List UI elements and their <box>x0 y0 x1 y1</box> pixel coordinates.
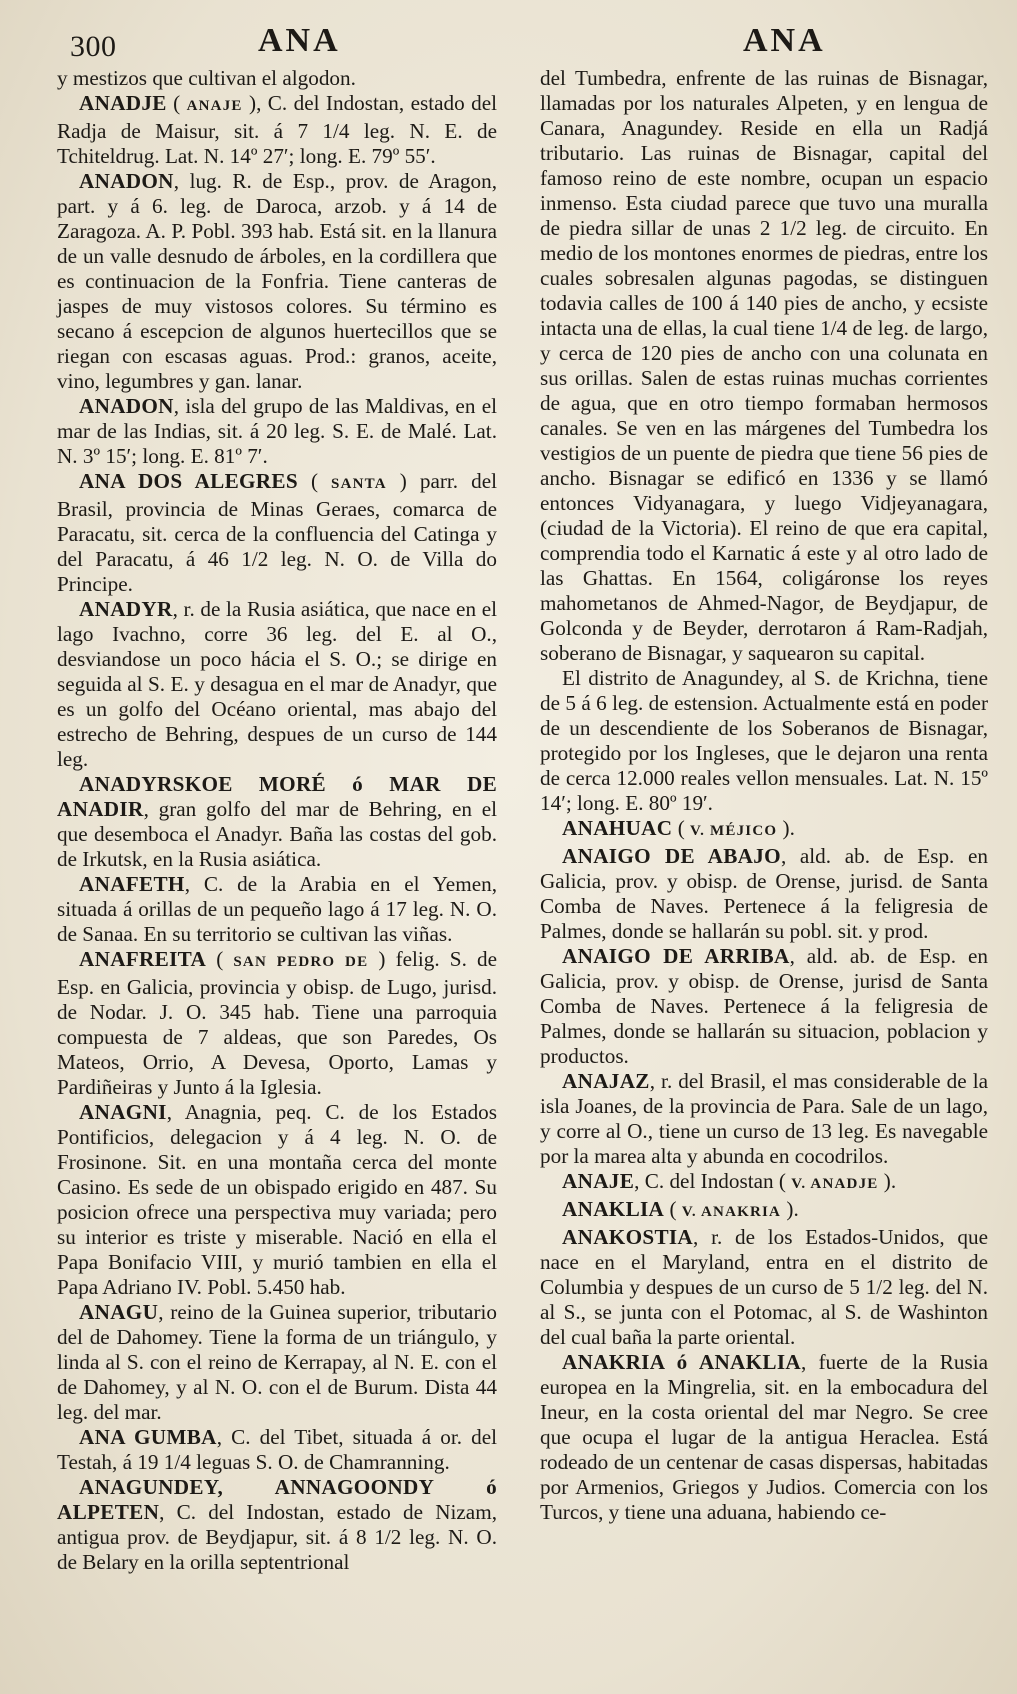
entry-reference: V. ANAKRIA <box>681 1204 782 1220</box>
entry-headword: ANAJE <box>562 1169 635 1193</box>
dictionary-entry <box>540 944 988 1069</box>
dictionary-entry: ANAKLIA ( V. ANAKRIA ). <box>562 1197 799 1221</box>
entry-text: , C. del Indostan, estado de Nizam, antigua prov. de Beydjapur, sit. á 8 1/2 leg. N. O. de Belary en la orilla septentrional <box>57 1500 497 1574</box>
entry-reference: V. ANADJE <box>791 1176 879 1192</box>
entry-headword: ANAHUAC <box>562 816 673 840</box>
entry-text: , ald. ab. de Esp. en Galicia, prov. y obisp. de Orense, jurisd de Santa Comba de Naves. Pertenece á la feligresia de Palmes, donde se hallarán su situacion, poblacion y productos. <box>540 944 988 1068</box>
dictionary-entry <box>57 394 497 469</box>
entry-text: , C. del Indostan, estado del Radja de Maisur, sit. á 7 1/4 leg. N. E. de Tchiteldrug. Lat. N. 14º 27′; long. E. 79º 55′. <box>57 91 498 168</box>
entry-text: y mestizos que cultivan el algodon. <box>57 66 356 90</box>
dictionary-entry <box>57 772 497 872</box>
entry-text: felig. S. de Esp. en Galicia, provincia y obisp. de Lugo, jurisd. de Nodar. J. O. 345 hab. Tiene una parroquia compuesta de 7 aldeas, que son Paredes, Os Mateos, Orrio, A Devesa, Oporto, Lamas y Pardiñeiras y Junto á la Iglesia. <box>57 947 498 1099</box>
left-column <box>57 66 497 1575</box>
running-head-left: ANA <box>258 22 341 59</box>
entry-headword: ANAGNI <box>79 1100 167 1124</box>
entry-text: . <box>793 1197 799 1221</box>
dictionary-entry <box>540 66 988 666</box>
entry-reference: SANTA <box>331 476 387 492</box>
dictionary-entry <box>57 1425 497 1475</box>
entry-headword: ANAFETH <box>79 872 185 896</box>
entry-headword: ANAGUNDEY, ANNAGOONDY ó ALPETEN <box>57 1475 497 1524</box>
running-head-right: ANA <box>743 22 826 59</box>
entry-text: , C. de la Arabia en el Yemen, situada á orillas de un pequeño lago á 17 leg. N. O. de Sanaa. En su territorio se cultivan las viñas. <box>57 872 497 946</box>
dictionary-entry: ANAHUAC ( V. MÉJICO ). <box>562 816 795 840</box>
right-column <box>540 66 988 1525</box>
entry-headword: ANAKLIA <box>562 1197 665 1221</box>
dictionary-entry <box>57 66 497 91</box>
entry-reference: ANAJE <box>186 98 243 114</box>
entry-headword: ANADYR <box>79 597 173 621</box>
entry-headword: ANADJE <box>79 91 167 115</box>
entry-text: , r. de la Rusia asiática, que nace en el lago Ivachno, corre 36 leg. del E. al O., desviandose un poco hácia el S. O.; se dirige en seguida al S. E. y desagua en el mar de Anadyr, que es un golfo del Océano oriental, mas abajo del estrecho de Behring, despues de un curso de 144 leg. <box>57 597 497 771</box>
entry-text: , fuerte de la Rusia europea en la Mingrelia, sit. en la embocadura del Ineur, en la costa oriental del mar Negro. Se cree que ocupa el lugar de la antigua Heraclea. Está rodeado de un centenar de casas dispersas, habitadas por Armenios, Griegos y Judios. Comercia con los Turcos, y tiene una aduana, habiendo ce- <box>540 1350 988 1524</box>
dictionary-entry <box>540 1225 988 1350</box>
entry-text: El distrito de Anagundey, al S. de Krichna, tiene de 5 á 6 leg. de estension. Actualmente está en poder de un descendiente de los Soberanos de Bisnagar, protegido por los Ingleses, que le dejaron una renta de cerca 12.000 reales vellon mensuales. Lat. N. 15º 14′; long. E. 80º 19′. <box>540 666 988 815</box>
dictionary-entry: ANA DOS ALEGRES ( SANTA ) parr. del Brasil, provincia de Minas Geraes, comarca de Paracatu, sit. cerca de la confluencia del Catinga y del Paracatu, á 46 1/2 leg. N. O. de Villa do Principe. <box>57 469 497 596</box>
entry-headword: ANAGU <box>79 1300 159 1324</box>
entry-headword: ANAIGO DE ARRIBA <box>562 944 790 968</box>
entry-headword: ANA GUMBA <box>79 1425 217 1449</box>
entry-text: del Tumbedra, enfrente de las ruinas de Bisnagar, llamadas por los naturales Alpeten, y en lengua de Canara, Anagundey. Reside en ella un Radjá tributario. Las ruinas de Bisnagar, capital del famoso reino de este nombre, ocupan un espacio inmenso. Esta ciudad parece que tuvo una muralla de piedra sillar de unas 2 1/2 leg. de circuito. En medio de los montones enormes de piedras, entre los cuales sobresalen algunas pagodas, se distinguen todavia calles de 100 á 140 pies de ancho, y ecsiste intacta una de ellas, la cual tiene 1/4 de leg. de largo, y cerca de 120 pies de ancho con una colunata en sus orillas. Salen de estas ruinas muchas corrientes de agua, que en otro tiempo formaban hermosos canales. Se ven en las márgenes del Tumbedra los vestigios de un puente de piedra que tiene 56 pies de ancho. Bisnagar se edificó en 1336 y se llamó entonces Vidyanagara, y luego Vidjeyanagara, (ciudad de la Victoria). El reino de que era capital, comprendia todo el Karnatic á este y al otro lado de las Ghattas. En 1564, coligáronse los reyes mahometanos de Ahmed-Nagor, de Beydjapur, de Golconda y de Beyder, derrotaron á Ram-Radjah, soberano de Bisnagar, y saquearon su capital. <box>540 66 988 665</box>
entry-headword: ANADON <box>79 394 174 418</box>
entry-headword: ANA DOS ALEGRES <box>79 469 298 493</box>
entry-headword: ANAFREITA <box>79 947 207 971</box>
entry-text: , C. del Indostan <box>634 1169 774 1193</box>
entry-text: , r. del Brasil, el mas considerable de la isla Joanes, de la provincia de Para. Sale de un lago, y corre al O., tiene un curso de 13 leg. Es navegable por la marea alta y abunda en cocodrilos. <box>540 1069 988 1168</box>
entry-headword: ANAKRIA ó ANAKLIA <box>562 1350 802 1374</box>
entry-headword: ANADON <box>79 169 174 193</box>
dictionary-entry <box>540 666 988 816</box>
entry-text: , reino de la Guinea superior, tributario del de Dahomey. Tiene la forma de un triángulo, y linda al S. con el reino de Kerrapay, al N. E. con el de Dahomey, y al N. O. con el de Burum. Dista 44 leg. del mar. <box>57 1300 497 1424</box>
entry-text: , gran golfo del mar de Behring, en el que desemboca el Anadyr. Baña las costas del gob. de Irkutsk, en la Rusia asiática. <box>57 797 497 871</box>
entry-text: . <box>789 816 795 840</box>
dictionary-entry <box>540 1069 988 1169</box>
entry-headword: ANAIGO DE ABAJO <box>562 844 781 868</box>
dictionary-entry: ANAJE, C. del Indostan ( V. ANADJE ). <box>562 1169 897 1193</box>
entry-text: , Anagnia, peq. C. de los Estados Pontificios, delegacion y á 4 leg. N. O. de Frosinone. Sit. en una montaña cerca del monte Casino. Es sede de un obispado erigido en 487. Su posicion ofrece una perspectiva muy variada; pero su interior es triste y miserable. Nació en ella el Papa Bonifacio VIII, y murió tambien en ella el Papa Adriano IV. Pobl. 5.450 hab. <box>57 1100 497 1299</box>
entry-reference: V. MÉJICO <box>690 823 778 839</box>
page-number: 300 <box>70 30 117 63</box>
entry-text: , lug. R. de Esp., prov. de Aragon, part. y á 6. leg. de Daroca, arzob. y á 14 de Zaragoza. A. P. Pobl. 393 hab. Está sit. en la llanura de un valle desnudo de árboles, en la cordillera que es continuacion de la Fonfria. Tiene canteras de jaspes de muy vistosos colores. Su término es secano á escepcion de algunos huertecillos que se riegan con escasas aguas. Prod.: granos, aceite, vino, legumbres y gan. lanar. <box>57 169 497 393</box>
dictionary-entry <box>57 169 497 394</box>
entry-text: , r. de los Estados-Unidos, que nace en el Maryland, entra en el distrito de Columbia y despues de un curso de 5 1/2 leg. del N. al S., se junta con el Potomac, al S. de Washinton del cual baña la parte oriental. <box>540 1225 988 1349</box>
entry-headword: ANADYRSKOE MORÉ ó MAR DE ANADIR <box>57 772 497 821</box>
entry-text: , C. del Tibet, situada á or. del Testah, á 19 1/4 leguas S. O. de Chamranning. <box>57 1425 497 1474</box>
dictionary-entry <box>57 1300 497 1425</box>
dictionary-entry <box>57 1100 497 1300</box>
entry-text: , isla del grupo de las Maldivas, en el mar de las Indias, sit. á 20 leg. S. E. de Malé. Lat. N. 3º 15′; long. E. 81º 7′. <box>57 394 497 468</box>
entry-headword: ANAJAZ <box>562 1069 650 1093</box>
entry-text: , ald. ab. de Esp. en Galicia, prov. y obisp. de Orense, jurisd. de Santa Comba de Naves. Pertenece á la feligresia de Palmes, donde se hallarán su pobl. sit. y prod. <box>540 844 988 943</box>
dictionary-entry <box>57 597 497 772</box>
dictionary-entry <box>540 844 988 944</box>
entry-headword: ANAKOSTIA <box>562 1225 694 1249</box>
dictionary-entry: ANAFREITA ( SAN PEDRO DE ) felig. S. de Esp. en Galicia, provincia y obisp. de Lugo, jurisd. de Nodar. J. O. 345 hab. Tiene una parroquia compuesta de 7 aldeas, que son Paredes, Os Mateos, Orrio, A Devesa, Oporto, Lamas y Pardiñeiras y Junto á la Iglesia. <box>57 947 498 1099</box>
dictionary-entry <box>57 1475 497 1575</box>
entry-tail: . <box>890 1169 897 1193</box>
dictionary-entry: ANADJE ( ANAJE ), C. del Indostan, estado del Radja de Maisur, sit. á 7 1/4 leg. N. E. de Tchiteldrug. Lat. N. 14º 27′; long. E. 79º 55′. <box>57 91 498 168</box>
entry-text: parr. del Brasil, provincia de Minas Geraes, comarca de Paracatu, sit. cerca de la confluencia del Catinga y del Paracatu, á 46 1/2 leg. N. O. de Villa do Principe. <box>57 469 497 596</box>
dictionary-entry <box>57 872 497 947</box>
dictionary-entry <box>540 1350 988 1525</box>
entry-reference: SAN PEDRO DE <box>233 954 369 970</box>
